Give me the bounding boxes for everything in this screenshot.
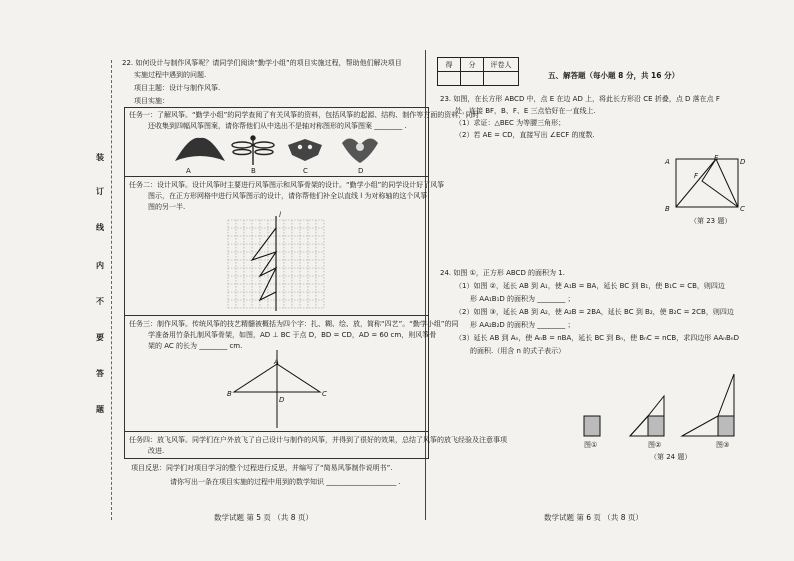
q24-line7: 的面积.（用含 n 的式子表示） (470, 347, 566, 355)
grader-cell[interactable] (484, 72, 519, 86)
binding-line (111, 60, 112, 520)
point-d: D (279, 396, 285, 404)
score-header: 分 (461, 58, 484, 72)
q23-point: B (665, 205, 670, 213)
divider (124, 431, 428, 432)
point-a: A (274, 358, 279, 366)
reflection-line1: 项目反思：同学们对项目学习的整个过程进行反思，并编写了“简易风筝制作说明书”. (131, 464, 393, 472)
score-cell[interactable] (461, 72, 484, 86)
task4-line2: 改进. (148, 447, 165, 455)
margin-char: 题 (96, 405, 104, 414)
q23-figure (672, 155, 742, 211)
kite-c-image (288, 139, 322, 161)
q23-point: A (665, 158, 670, 166)
divider (124, 176, 428, 177)
q24-caption: （第 24 题） (650, 453, 692, 461)
task4-line1: 任务四：放飞风筝。同学们在户外放飞了自己设计与制作的风筝，并得到了很好的效果，总结了风筝的放飞经验及注意事项 (129, 436, 507, 444)
page-footer: 数学试题 第 6 页 （共 8 页） (544, 513, 643, 522)
grader-header: 评卷人 (484, 58, 519, 72)
fig1-square (584, 416, 600, 436)
point-c: C (322, 390, 327, 398)
q22-theme: 项目主题：设计与制作风筝. (134, 84, 221, 92)
fig-label: 图② (648, 441, 662, 449)
score-header: 得 (438, 58, 461, 72)
q23-line2: 处，连接 BF，B、F、E 三点恰好在一直线上. (455, 107, 596, 115)
q23-point: E (714, 154, 719, 162)
task2-line3: 图的另一半. (148, 203, 186, 211)
page-footer: 数学试题 第 5 页 （共 8 页） (214, 513, 313, 522)
q24-line1: 24. 如图 ①，正方形 ABCD 的面积为 1. (440, 269, 565, 277)
fig3-square (718, 416, 734, 436)
fig2-square (648, 416, 664, 436)
q23-point: D (740, 158, 746, 166)
q23-point: C (740, 205, 745, 213)
kite-label: B (251, 167, 256, 175)
q23-line3: （1）求证：△BEC 为等腰三角形； (455, 119, 566, 127)
task3-line2: 学准备用竹条扎制风筝骨架，如图，AD ⊥ BC 于点 D，BD = CD，AD = 60 cm，则风筝骨 (148, 331, 437, 339)
task2-line1: 任务二：设计风筝。设计风筝时主要进行风筝图示和风筝骨架的设计。“勤学小组”的同学设计好了风筝 (129, 181, 445, 189)
q22-impl: 项目实施： (134, 97, 169, 105)
kite-d-image (342, 138, 378, 163)
task3-line1: 任务三：制作风筝。传统风筝的技艺精髓被概括为四个字：扎、糊、绘、放，简称“四艺”。“勤学小组”的同 (129, 320, 459, 328)
axis-label-l: l (279, 211, 281, 219)
score-table (437, 57, 519, 86)
divider (124, 315, 428, 316)
margin-char: 装 (96, 153, 104, 162)
kite-label: D (358, 167, 364, 175)
task1-line1: 任务一：了解风筝。“勤学小组”的同学查阅了有关风筝的资料，包括风筝的起源、结构、制作等方面的资料，同时 (129, 111, 480, 119)
half-kite-outline (252, 228, 276, 300)
kite-frame-figure (226, 348, 336, 430)
q24-line6: （3）延长 AB 到 Aₙ，使 AₙB = nBA，延长 BC 到 Bₙ，使 BₙC = nCB，求四边形 AAₙBₙD (455, 334, 739, 342)
kite-label: C (303, 167, 308, 175)
fig-label: 图① (584, 441, 598, 449)
q24-line5: 形 AA₂B₂D 的面积为 ________ ； (470, 321, 575, 329)
fig-label: 图③ (716, 441, 730, 449)
q23-point: F (694, 172, 699, 180)
q24-line2: （1）如图 ②，延长 AB 到 A₁，使 A₁B = BA，延长 BC 到 B₁，使 B₁C = CB，则四边 (455, 282, 725, 290)
q22-line2: 实施过程中遇到的问题. (134, 71, 207, 79)
margin-char: 不 (96, 297, 104, 306)
margin-char: 要 (96, 333, 104, 342)
q24-line3: 形 AA₁B₁D 的面积为 ________ ； (470, 295, 575, 303)
q23-line1: 23. 如图，在长方形 ABCD 中，点 E 在边 AD 上，将此长方形沿 CE 折叠，点 D 落在点 F (440, 95, 720, 103)
q24-line4: （2）如图 ③，延长 AB 到 A₂，使 A₂B = 2BA，延长 BC 到 B₂，使 B₂C = 2CB，则四边 (455, 308, 734, 316)
kite-grid-figure (226, 216, 336, 312)
kite-label: A (186, 167, 191, 175)
q22-line1: 22. 如何设计与制作风筝呢？请同学们阅读“勤学小组”的项目实施过程，帮助他们解决项目 (122, 59, 402, 67)
q23-line4: （2）若 AE = CD，直接写出 ∠ECF 的度数. (455, 131, 595, 139)
point-b: B (227, 390, 232, 398)
margin-char: 线 (96, 223, 104, 232)
task3-line3: 架的 AC 的长为 ________ cm. (148, 342, 243, 350)
score-cell[interactable] (438, 72, 461, 86)
kite-b-image (232, 136, 274, 165)
task1-line2: 还收集到四幅风筝图案，请你帮他们从中选出不是轴对称图形的风筝图案 ________ . (148, 122, 407, 130)
margin-char: 订 (96, 187, 104, 196)
margin-char: 答 (96, 369, 104, 378)
q24-figures (578, 368, 758, 454)
q23-caption: （第 23 题） (690, 217, 732, 225)
margin-char: 内 (96, 261, 104, 270)
kite-a-image (175, 138, 225, 161)
reflection-line2: 请你写出一条在项目实施的过程中用到的数学知识 ____________________ . (170, 478, 401, 486)
section-title: 五、解答题（每小题 8 分，共 16 分） (548, 71, 680, 80)
task2-line2: 图示，在正方形网格中进行风筝图示的设计，请你帮他们补全以直线 l 为对称轴的这个风筝 (148, 192, 428, 200)
